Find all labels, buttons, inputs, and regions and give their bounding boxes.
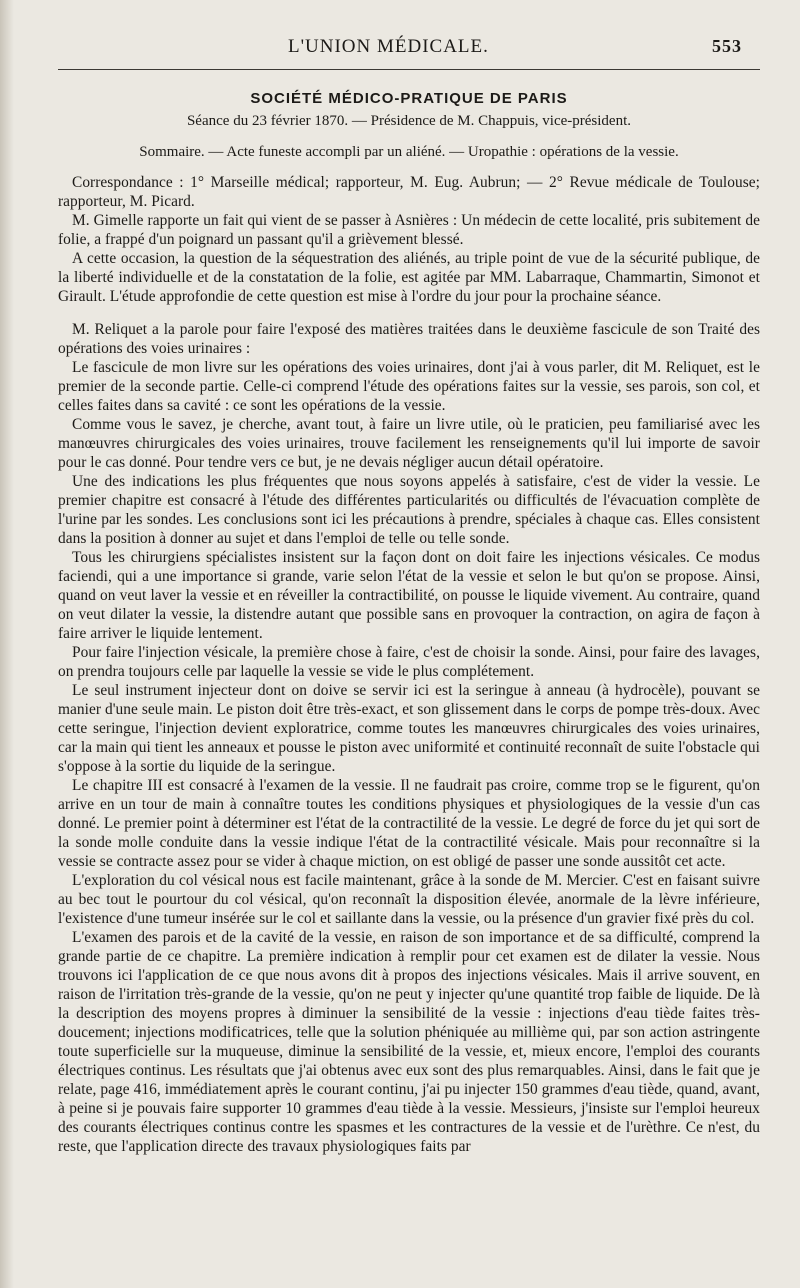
- page-number: 553: [712, 36, 742, 56]
- paragraph-reliquet-intro: M. Reliquet a la parole pour faire l'exposé des matières traitées dans le deuxième fascicule de son Traité des opérations des voies urinaires :: [58, 321, 760, 357]
- paragraph-choix-sonde: Pour faire l'injection vésicale, la première chose à faire, c'est de choisir la sonde. Ainsi, pour faire des lavages, on prendra toujours celle par laquelle la vessie se vide le plus complétement.: [58, 644, 760, 680]
- paragraph-examen-parois: L'examen des parois et de la cavité de la vessie, en raison de son importance et de sa difficulté, comprend la grande partie de ce chapitre. La première indication à remplir pour cet examen est de dilater la vessie. Nous trouvons ici l'application de ce que nous avons dit à propos des injections vésicales. Mais il arrive souvent, en raison de l'irritation très-grande de la vessie, qu'on ne peut y injecter qu'une quantité trop faible de liquide. De là la description des moyens propres à diminuer la sensibilité de la vessie : injections d'eau tiède faites très-doucement; injections modificatrices, telle que la solution phéniquée au millième qui, par son action astringente toute superficielle sur la muqueuse, diminue la sensibilité de la vessie, et, mieux encore, l'emploi des courants électriques continus. Les résultats que j'ai obtenus avec eux sont des plus remarquables. Ainsi, dans le fait que je relate, page 416, immédiatement après le courant continu, j'ai pu injecter 150 grammes d'eau tiède, quand, avant, à peine si je pouvais faire supporter 10 grammes d'eau tiède à la vessie. Messieurs, j'insiste sur l'emploi heureux des courants électriques continus contre les spasmes et les contractures de la vessie et de l'urèthre. Ce n'est, du reste, que l'application directe des travaux physiologiques faits par: [58, 929, 760, 1155]
- section-gap: [58, 306, 760, 320]
- paragraph-correspondance: Correspondance : 1° Marseille médical; rapporteur, M. Eug. Aubrun; — 2° Revue médicale de Toulouse; rapporteur, M. Picard.: [58, 174, 760, 210]
- paragraph-fascicule: Le fascicule de mon livre sur les opérations des voies urinaires, dont j'ai à vous parler, dit M. Reliquet, est le premier de la seconde partie. Celle-ci comprend l'étude des opérations faites sur la vessie, ses parois, son col, et celles faites dans sa cavité : ce sont les opérations de la vessie.: [58, 359, 760, 414]
- paragraph-exploration-col: L'exploration du col vésical nous est facile maintenant, grâce à la sonde de M. Mercier. C'est en faisant suivre au bec tout le pourtour du col vésical, qu'on reconnaît la disposition élevée, anormale de la lèvre inférieure, l'existence d'une tumeur insérée sur le col et saillante dans la vessie, ou la présence d'un gravier fixé près du col.: [58, 872, 760, 927]
- paragraph-gimelle: M. Gimelle rapporte un fait qui vient de se passer à Asnières : Un médecin de cette localité, pris subitement de folie, a frappé d'un poignard un passant qu'il a grièvement blessé.: [58, 212, 760, 248]
- paragraph-seringue: Le seul instrument injecteur dont on doive se servir ici est la seringue à anneau (à hydrocèle), pouvant se manier d'une seule main. Le piston doit être très-exact, et son glissement dans le corps de pompe très-doux. Avec cette seringue, l'injection devient exploratrice, comme toutes les manœuvres chirurgicales des voies urinaires, car la main qui tient les anneaux et pousse le piston avec uniformité et continuité reconnaît de suite l'obstacle qui s'oppose à la sortie du liquide de la seringue.: [58, 682, 760, 775]
- paragraph-chapitre-iii: Le chapitre III est consacré à l'examen de la vessie. Il ne faudrait pas croire, comme trop se le figurent, qu'on arrive en un tour de main à connaître toutes les conditions physiques et physiologiques de la vessie d'un cas donné. Le premier point à déterminer est l'état de la contractilité de la vessie. Le degré de force du jet qui sort de la sonde molle conduite dans la vessie indique l'état de la contractilité vésicale. Mais pour reconnaître si la vessie se contracte assez pour se vider à chaque miction, on est obligé de passer une sonde aussitôt cet acte.: [58, 777, 760, 870]
- page-edge-shadow: [0, 0, 14, 1288]
- paragraph-injections: Tous les chirurgiens spécialistes insistent sur la façon dont on doit faire les injections vésicales. Ce modus faciendi, qui a une importance si grande, varie selon l'état de la vessie et selon le but qu'on se propose. Ainsi, quand on veut laver la vessie et en réveiller la contractibilité, on pousse le liquide vivement. Au contraire, quand on veut dilater la vessie, la distendre autant que possible sans en provoquer la contraction, on agira de façon à faire arriver le liquide lentement.: [58, 549, 760, 642]
- article-body: [58, 173, 760, 1156]
- paragraph-vider-vessie: Une des indications les plus fréquentes que nous soyons appelés à satisfaire, c'est de vider la vessie. Le premier chapitre est consacré à l'étude des différentes particularités ou difficultés de l'évacuation complète de l'urine par les sondes. Les conclusions sont ici les précautions à prendre, spéciales à chaque cas. Elles consistent dans la position à donner au sujet et dans l'emploi de telle ou telle sonde.: [58, 473, 760, 547]
- society-title: SOCIÉTÉ MÉDICO-PRATIQUE DE PARIS: [250, 90, 568, 107]
- running-header: [58, 28, 760, 70]
- session-line: Séance du 23 février 1870. — Présidence de M. Chappuis, vice-président.: [186, 113, 632, 129]
- summary-line: Sommaire. — Acte funeste accompli par un aliéné. — Uropathie : opérations de la vessie.: [139, 144, 679, 160]
- paragraph-sequestration: A cette occasion, la question de la séquestration des aliénés, au triple point de vue de la sécurité publique, de la liberté individuelle et de la constatation de la folie, est agitée par MM. Labarraque, Chammartin, Simonot et Girault. L'étude approfondie de cette question est mise à l'ordre du jour pour la prochaine séance.: [58, 250, 760, 305]
- journal-title: L'UNION MÉDICALE.: [288, 36, 489, 57]
- paragraph-livre-utile: Comme vous le savez, je cherche, avant tout, à faire un livre utile, où le praticien, peu familiarisé avec les manœuvres chirurgicales des voies urinaires, trouve facilement les renseignements qu'il lui importe de savoir pour le cas donné. Pour tendre vers ce but, je ne devais négliger aucun détail opératoire.: [58, 416, 760, 471]
